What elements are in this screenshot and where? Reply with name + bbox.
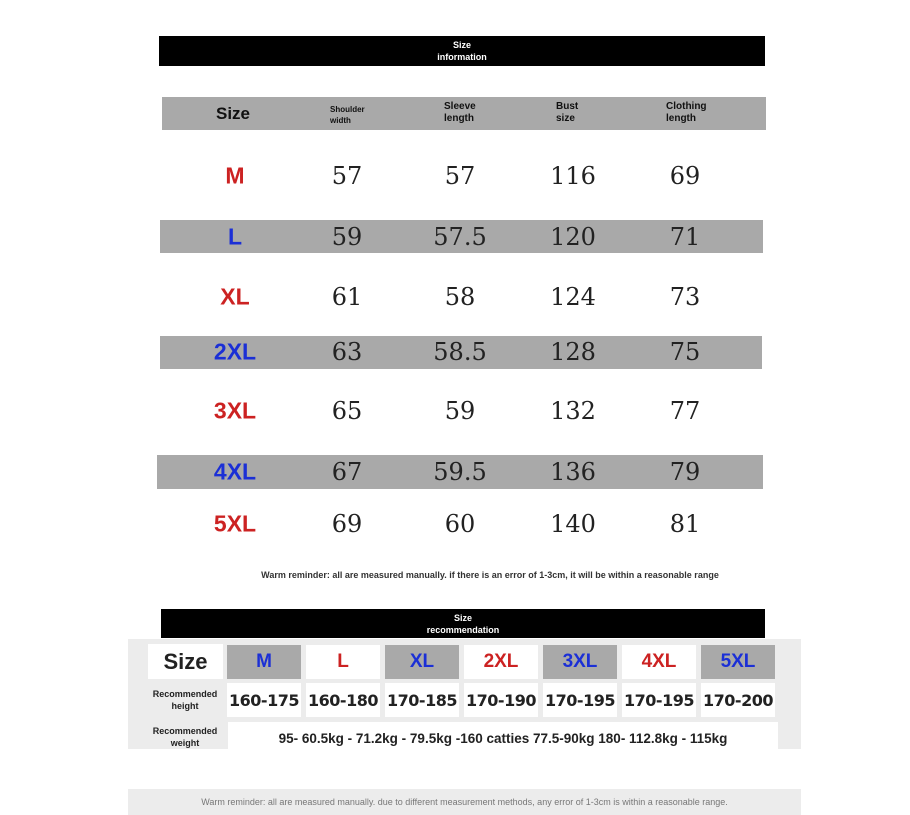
size-row-5xl bbox=[160, 504, 766, 544]
size-label: M bbox=[225, 162, 245, 189]
length-value: 71 bbox=[669, 223, 701, 251]
header-bust-line1: Bust bbox=[556, 101, 579, 112]
header-bust-size bbox=[556, 101, 578, 125]
size-row-4xl bbox=[160, 452, 766, 492]
sleeve-value: 59.5 bbox=[433, 458, 487, 486]
size-recommendation-banner bbox=[161, 609, 765, 638]
size-information-banner bbox=[159, 36, 765, 66]
banner-line-1: Size bbox=[453, 612, 472, 623]
length-value: 73 bbox=[669, 283, 701, 311]
header-sleeve-line2: length bbox=[444, 113, 474, 124]
bottom-measurement-reminder: Warm reminder: all are measured manually. due to different measurement methods, any error of 1-3cm is within a reasonable range. bbox=[201, 797, 728, 807]
header-size: Size bbox=[216, 104, 251, 123]
size-label: L bbox=[227, 223, 243, 250]
rec-size-2xl: 2XL bbox=[464, 645, 538, 679]
size-label: 4XL bbox=[213, 458, 257, 485]
sleeve-value: 59 bbox=[444, 397, 476, 425]
header-clothing-line1: Clothing bbox=[666, 101, 707, 112]
length-value: 75 bbox=[669, 338, 701, 366]
rec-height-2xl: 170-190 bbox=[464, 683, 538, 717]
bust-value: 120 bbox=[550, 223, 596, 251]
rec-size-xl: XL bbox=[385, 645, 459, 679]
header-sleeve-line1: Sleeve bbox=[444, 101, 476, 112]
length-value: 77 bbox=[669, 397, 701, 425]
size-row-m bbox=[160, 156, 766, 196]
length-value: 69 bbox=[669, 162, 701, 190]
rec-weight-label-line2: weight bbox=[170, 738, 200, 748]
size-label: XL bbox=[220, 283, 250, 310]
banner-line-2: recommendation bbox=[426, 624, 500, 635]
bust-value: 128 bbox=[550, 338, 596, 366]
sleeve-value: 57.5 bbox=[433, 223, 487, 251]
shoulder-value: 69 bbox=[331, 510, 363, 538]
size-row-l bbox=[160, 217, 766, 257]
rec-height-m: 160-175 bbox=[227, 683, 301, 717]
rec-height-4xl: 170-195 bbox=[622, 683, 696, 717]
size-label: 5XL bbox=[213, 510, 257, 537]
bust-value: 124 bbox=[550, 283, 596, 311]
header-clothing-line2: length bbox=[666, 113, 696, 124]
size-row-xl bbox=[160, 277, 766, 317]
size-label: 2XL bbox=[213, 338, 257, 365]
rec-height-label-line2: height bbox=[171, 701, 199, 711]
size-table-header bbox=[162, 97, 766, 130]
rec-height-3xl: 170-195 bbox=[543, 683, 617, 717]
rec-height-l: 160-180 bbox=[306, 683, 380, 717]
size-row-2xl bbox=[160, 332, 766, 372]
rec-size-5xl: 5XL bbox=[701, 645, 775, 679]
sleeve-value: 57 bbox=[444, 162, 476, 190]
rec-height-5xl: 170-200 bbox=[701, 683, 775, 717]
rec-size-title: Size bbox=[148, 644, 223, 679]
header-shoulder-line2: width bbox=[330, 116, 351, 125]
shoulder-value: 57 bbox=[331, 162, 363, 190]
rec-height-label bbox=[146, 683, 224, 717]
size-row-3xl bbox=[160, 391, 766, 431]
bust-value: 132 bbox=[550, 397, 596, 425]
header-shoulder-line1: Shoulder bbox=[330, 105, 365, 114]
header-shoulder-width bbox=[330, 104, 365, 126]
rec-size-l: L bbox=[306, 645, 380, 679]
sleeve-value: 60 bbox=[444, 510, 476, 538]
rec-height-label-line1: Recommended bbox=[152, 689, 218, 699]
length-value: 81 bbox=[669, 510, 701, 538]
banner-line-1: Size bbox=[452, 40, 471, 50]
shoulder-value: 59 bbox=[331, 223, 363, 251]
bust-value: 136 bbox=[550, 458, 596, 486]
bust-value: 116 bbox=[550, 162, 596, 190]
sleeve-value: 58.5 bbox=[433, 338, 487, 366]
rec-height-xl: 170-185 bbox=[385, 683, 459, 717]
sleeve-value: 58 bbox=[444, 283, 476, 311]
shoulder-value: 65 bbox=[331, 397, 363, 425]
rec-weight-values: 95- 60.5kg - 71.2kg - 79.5kg -160 catties 77.5-90kg 180- 112.8kg - 115kg bbox=[228, 722, 778, 754]
measurement-reminder: Warm reminder: all are measured manually. if there is an error of 1-3cm, it will be within a reasonable range bbox=[261, 570, 719, 580]
rec-size-4xl: 4XL bbox=[622, 645, 696, 679]
rec-weight-label-line1: Recommended bbox=[152, 726, 218, 736]
banner-line-2: information bbox=[437, 52, 487, 62]
header-sleeve-length bbox=[444, 101, 476, 125]
rec-size-m: M bbox=[227, 645, 301, 679]
rec-size-3xl: 3XL bbox=[543, 645, 617, 679]
shoulder-value: 61 bbox=[331, 283, 363, 311]
shoulder-value: 67 bbox=[331, 458, 363, 486]
header-bust-line2: size bbox=[556, 113, 575, 124]
size-label: 3XL bbox=[213, 397, 257, 424]
rec-weight-label bbox=[146, 722, 224, 752]
header-clothing-length bbox=[666, 101, 707, 125]
shoulder-value: 63 bbox=[331, 338, 363, 366]
length-value: 79 bbox=[669, 458, 701, 486]
bust-value: 140 bbox=[550, 510, 596, 538]
